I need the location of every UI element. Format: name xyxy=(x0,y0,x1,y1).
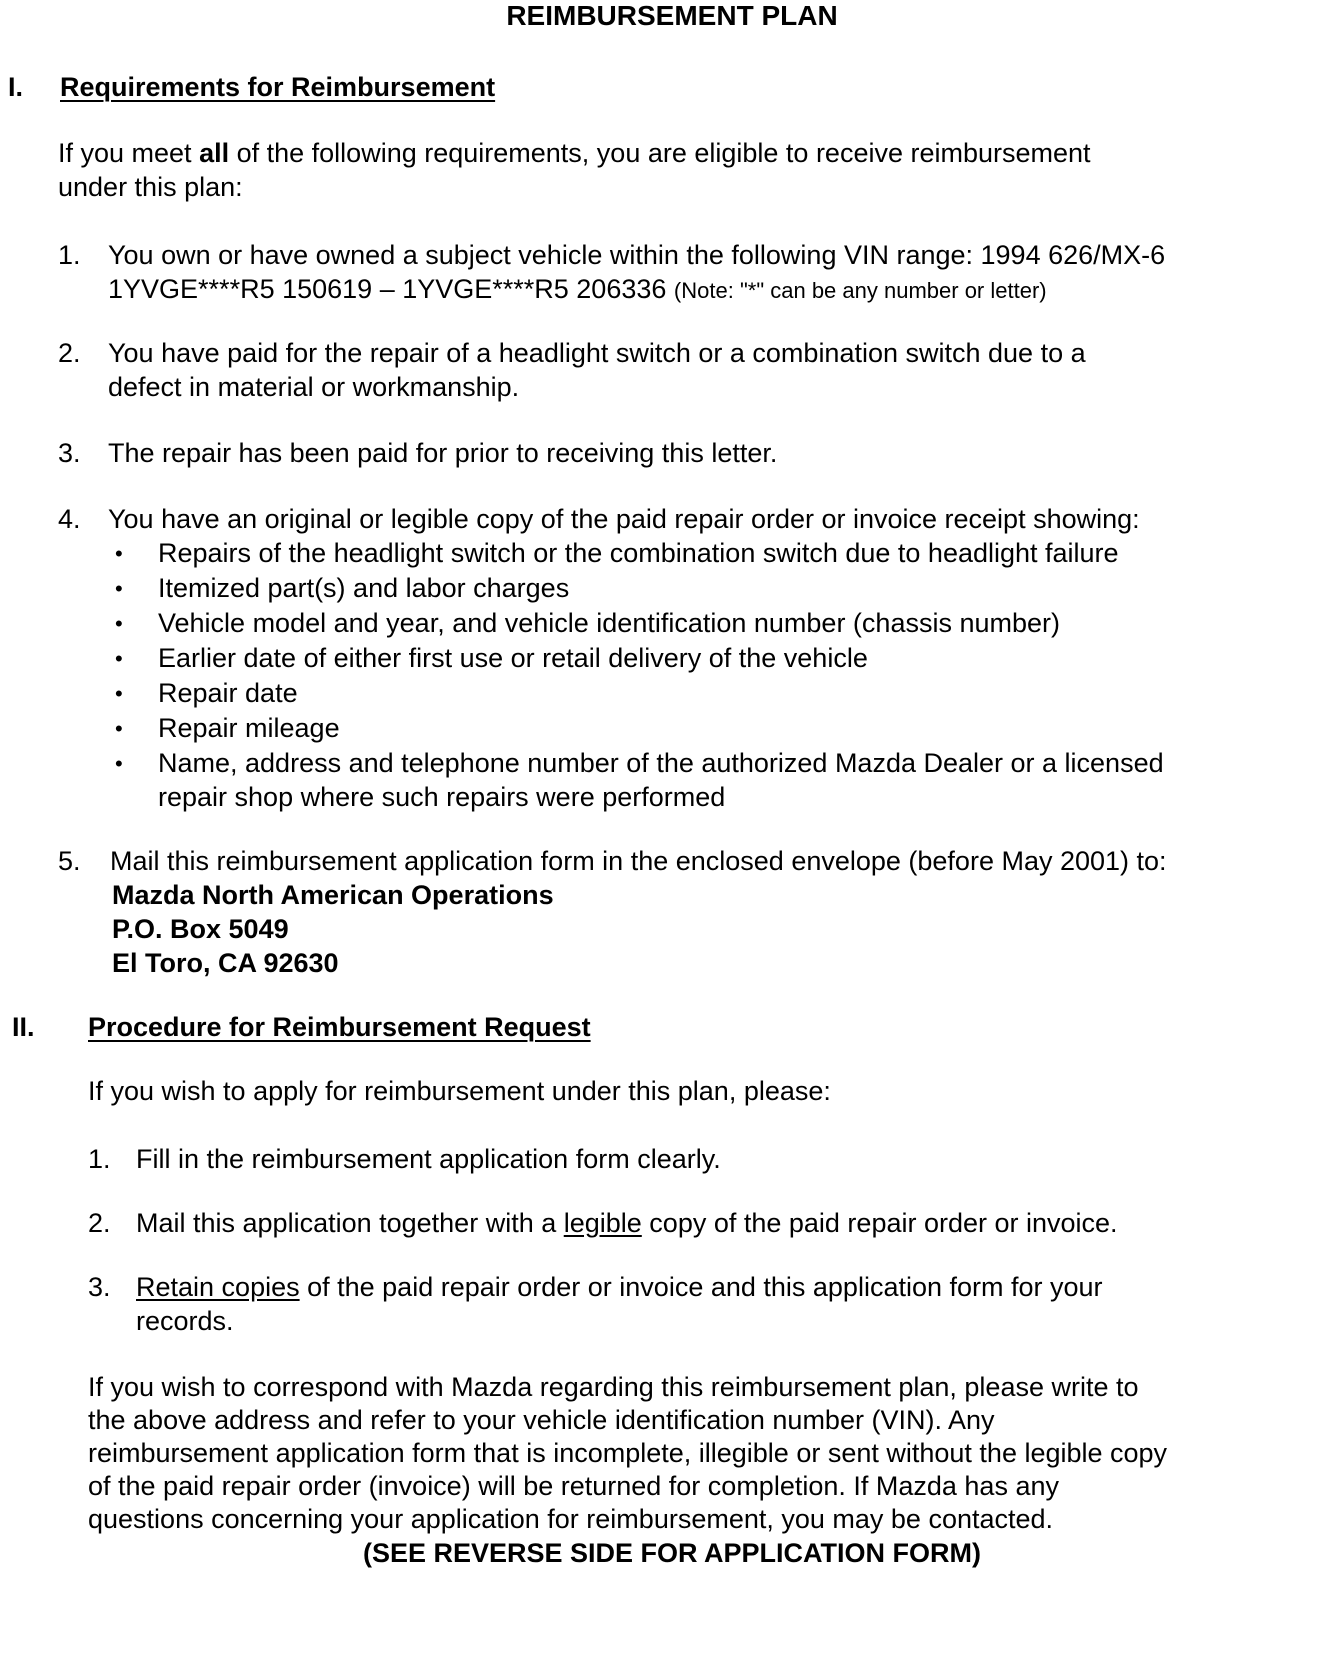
bullet-icon: • xyxy=(115,611,123,636)
step-3-text: Retain copies of the paid repair order or invoice and this application form for your xyxy=(136,1272,1103,1302)
item-2-text-line-2: defect in material or workmanship. xyxy=(108,372,520,402)
item-5-text: Mail this reimbursement application form in the enclosed envelope (before May 2001) to: xyxy=(110,846,1167,876)
bullet-icon: • xyxy=(115,681,123,706)
step-1-text: Fill in the reimbursement application form clearly. xyxy=(136,1144,721,1174)
closing-line-1: If you wish to correspond with Mazda regarding this reimbursement plan, please write to xyxy=(88,1372,1139,1402)
item-4-number: 4. xyxy=(58,504,81,534)
item-4-bullet-3: Vehicle model and year, and vehicle identification number (chassis number) xyxy=(158,608,1060,638)
item-4-bullet-5: Repair date xyxy=(158,678,298,708)
closing-line-2: the above address and refer to your vehicle identification number (VIN). Any xyxy=(88,1405,995,1435)
bullet-icon: • xyxy=(115,716,123,741)
mailing-address-line-3: El Toro, CA 92630 xyxy=(112,948,339,978)
section-1-intro-line-2: under this plan: xyxy=(58,172,243,202)
bullet-icon: • xyxy=(115,646,123,671)
item-3-text: The repair has been paid for prior to receiving this letter. xyxy=(108,438,778,468)
section-1-number: I. xyxy=(8,72,24,102)
item-4-bullet-2: Itemized part(s) and labor charges xyxy=(158,573,570,603)
mailing-address-line-2: P.O. Box 5049 xyxy=(112,914,289,944)
section-2-heading: Procedure for Reimbursement Request xyxy=(88,1012,591,1042)
item-3-number: 3. xyxy=(58,438,81,468)
item-4-bullet-4: Earlier date of either first use or retail delivery of the vehicle xyxy=(158,643,868,673)
item-4-bullet-7-continued: repair shop where such repairs were performed xyxy=(158,782,726,812)
reverse-side-note: (SEE REVERSE SIDE FOR APPLICATION FORM) xyxy=(362,1538,982,1568)
item-4-text: You have an original or legible copy of the paid repair order or invoice receipt showing: xyxy=(108,504,1140,534)
item-1-vin-range: 1YVGE****R5 150619 – 1YVGE****R5 206336 (Note: "*" can be any number or letter) xyxy=(108,274,1047,304)
bullet-icon: • xyxy=(115,576,123,601)
item-1-text: You own or have owned a subject vehicle within the following VIN range: 1994 626/MX-6 xyxy=(108,240,1166,270)
step-1-number: 1. xyxy=(88,1144,111,1174)
item-4-bullet-7: Name, address and telephone number of the authorized Mazda Dealer or a licensed xyxy=(158,748,1164,778)
step-2-text: Mail this application together with a legible copy of the paid repair order or invoice. xyxy=(136,1208,1118,1238)
section-1-heading: Requirements for Reimbursement xyxy=(60,72,496,102)
item-2-text-line-1: You have paid for the repair of a headlight switch or a combination switch due to a xyxy=(108,338,1086,368)
closing-line-4: of the paid repair order (invoice) will be returned for completion. If Mazda has any xyxy=(88,1471,1059,1501)
step-3-number: 3. xyxy=(88,1272,111,1302)
bullet-icon: • xyxy=(115,541,123,566)
page-title: REIMBURSEMENT PLAN xyxy=(506,0,838,31)
section-2-intro: If you wish to apply for reimbursement under this plan, please: xyxy=(88,1076,831,1106)
section-2-number: II. xyxy=(12,1012,35,1042)
item-1-number: 1. xyxy=(58,240,81,270)
step-3-text-line-2: records. xyxy=(136,1306,234,1336)
item-2-number: 2. xyxy=(58,338,81,368)
item-4-bullet-6: Repair mileage xyxy=(158,713,340,743)
step-2-number: 2. xyxy=(88,1208,111,1238)
closing-line-5: questions concerning your application for reimbursement, you may be contacted. xyxy=(88,1504,1054,1534)
item-4-bullet-1: Repairs of the headlight switch or the combination switch due to headlight failure xyxy=(158,538,1119,568)
section-1-intro: If you meet all of the following requirements, you are eligible to receive reimbursement xyxy=(58,138,1091,168)
bullet-icon: • xyxy=(115,751,123,776)
mailing-address-line-1: Mazda North American Operations xyxy=(112,880,554,910)
closing-line-3: reimbursement application form that is incomplete, illegible or sent without the legible copy xyxy=(88,1438,1168,1468)
item-5-number: 5. xyxy=(58,846,81,876)
